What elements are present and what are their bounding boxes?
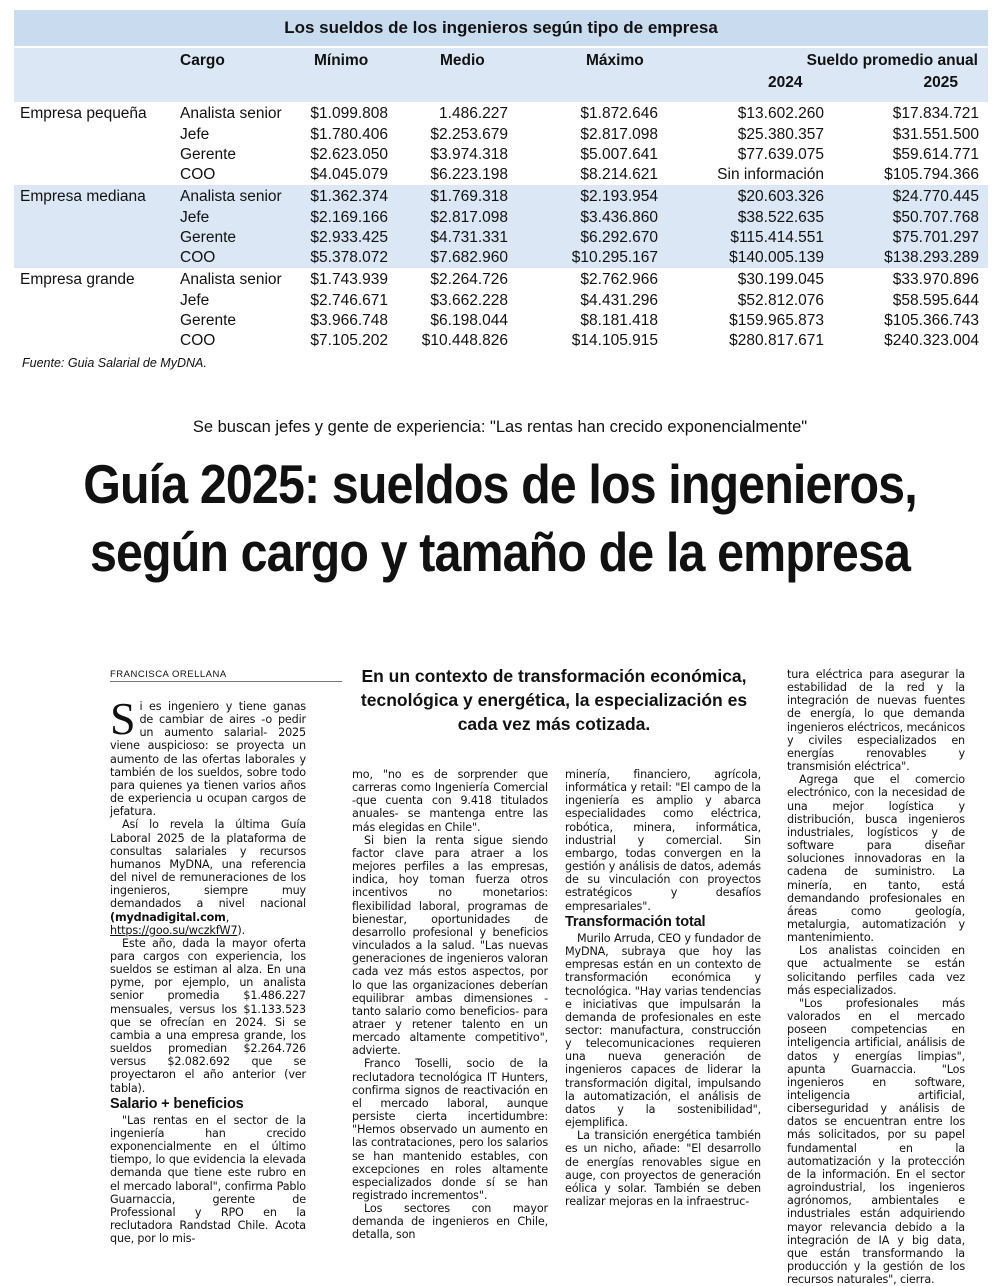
cell-2024: $115.414.551	[730, 229, 824, 246]
cell-2024: $140.005.139	[729, 249, 824, 266]
header-cargo: Cargo	[180, 52, 225, 69]
cell-2024: $280.817.671	[729, 332, 824, 349]
table-row	[14, 330, 988, 351]
cell-2025: $17.834.721	[892, 105, 979, 122]
cell-2024: $77.639.075	[737, 146, 824, 163]
cell-2024: $25.380.357	[737, 126, 824, 143]
cell-min: $2.933.425	[310, 229, 388, 246]
article-column-2	[352, 768, 548, 1242]
cell-cargo: Gerente	[180, 229, 237, 246]
cell-max: $1.872.646	[580, 105, 658, 122]
cell-2025: $240.323.004	[884, 332, 979, 349]
cell-cargo: Gerente	[180, 146, 237, 163]
cell-2024: $52.812.076	[737, 292, 824, 309]
table-row	[14, 290, 988, 311]
group-grande	[14, 268, 988, 351]
group-name: Empresa mediana	[20, 188, 146, 205]
paragraph: "Los profesionales más valorados en el mercado poseen competencias en inteligencia artificial, análisis de datos y energías limpias", apunta Guarnaccia. "Los ingenieros en software, inteligencia artificial, ciberseguridad y análisis de datos se encuentran entre los más solicitados, por su papel fundamental en la automatización y la protección de la información. En el sector agroindustrial, los ingenieros agrónomos, ambientales e industriales están adquiriendo mayor relevancia debido a la integración de IA y big data, que están transformando la producción y la gestión de los recursos naturales", cierra.	[787, 996, 965, 1286]
cell-max: $8.214.621	[580, 166, 658, 183]
cell-max: $14.105.915	[571, 332, 658, 349]
cell-min: $1.362.374	[310, 188, 388, 205]
cell-2025: $33.970.896	[892, 271, 979, 288]
cell-cargo: Jefe	[180, 209, 210, 226]
cell-med: $7.682.960	[430, 249, 508, 266]
table-row	[14, 310, 988, 331]
cell-max: $3.436.860	[580, 209, 658, 226]
header-2025: 2025	[923, 74, 958, 91]
group-mediana	[14, 185, 988, 268]
article-column-1	[110, 693, 306, 1246]
cell-max: $6.292.670	[580, 229, 658, 246]
cell-cargo: COO	[180, 166, 216, 183]
table-row	[14, 207, 988, 228]
cell-med: $3.974.318	[430, 146, 508, 163]
cell-2025: $138.293.289	[884, 249, 979, 266]
paragraph: Este año, dada la mayor oferta para cargos con experiencia, los sueldos se estiman al alza. En una pyme, por ejemplo, un analista senior promedia $1.486.227 mensuales, versus los $1.133.523 que se ofrecían en 2024. Si se cambia a una empresa grande, los sueldos promedian $2.264.726 versus $2.082.692 que se proyectaron el año anterior (ver tabla).	[110, 936, 306, 1095]
cell-min: $1.743.939	[310, 271, 388, 288]
cell-med: $10.448.826	[421, 332, 508, 349]
paragraph: Los analistas coinciden en que actualmente se están solicitando perfiles cada vez más especializados.	[787, 944, 965, 997]
cell-min: $3.966.748	[310, 312, 388, 329]
cell-2025: $105.366.743	[884, 312, 979, 329]
cell-cargo: Analista senior	[180, 188, 282, 205]
cell-2025: $59.614.771	[892, 146, 979, 163]
cell-cargo: Jefe	[180, 292, 210, 309]
kicker: Se buscan jefes y gente de experiencia: "Las rentas han crecido exponencialmente"	[192, 418, 808, 436]
byline-divider	[110, 681, 342, 682]
subheading: Salario + beneficios	[110, 1095, 244, 1112]
cell-cargo: Analista senior	[180, 271, 282, 288]
source-link[interactable]: (mydnadigital.com	[110, 910, 226, 924]
cell-min: $1.780.406	[310, 126, 388, 143]
cell-2024: $20.603.326	[737, 188, 824, 205]
cell-2025: $105.794.366	[884, 166, 979, 183]
article-column-4	[787, 668, 965, 1286]
cell-max: $2.762.966	[580, 271, 658, 288]
cell-2025: $50.707.768	[892, 209, 979, 226]
cell-min: $2.623.050	[310, 146, 388, 163]
header-minimo: Mínimo	[314, 52, 369, 69]
paragraph: La transición energética también es un nicho, añade: "El desarrollo de energías renovables sigue en auge, con proyectos de generación eólica y solar. También se deben realizar mejoras en la infraestruc-	[565, 1129, 761, 1208]
cell-med: $6.198.044	[430, 312, 508, 329]
table-row	[14, 227, 988, 248]
cell-med: $3.662.228	[430, 292, 508, 309]
paragraph: Murilo Arruda, CEO y fundador de MyDNA, subraya que hoy las empresas están en un contexto de transformación económica y tecnológica. "Hay varias tendencias e iniciativas que impulsarán la demanda de profesionales en este sector: manufactura, construcción y telecomunicaciones requieren una nueva generación de ingenieros capaces de liderar la transformación digital, impulsando la automatización, el análisis de datos y la sostenibilidad", ejemplifica.	[565, 931, 761, 1130]
cell-cargo: COO	[180, 249, 216, 266]
cell-2024: $30.199.045	[737, 271, 824, 288]
cell-med: $2.817.098	[430, 209, 508, 226]
paragraph: Si es ingeniero y tiene ganas de cambiar de aires -o pedir un aumento salarial- 2025 viene auspicioso: se proyecta un aumento de las ofertas laborales y también de los sueldos, sobre todo para quienes ya tienen varios años de experiencia u ocupan cargos de jefatura.	[110, 693, 306, 819]
deck: En un contexto de transformación económica, tecnológica y energética, la especialización es cada vez más cotizada.	[360, 666, 748, 734]
cell-cargo: Gerente	[180, 312, 237, 329]
cell-max: $4.431.296	[580, 292, 658, 309]
cell-2025: $24.770.445	[892, 188, 979, 205]
cell-min: $5.378.072	[310, 249, 388, 266]
cell-2025: $31.551.500	[892, 126, 979, 143]
cell-min: $4.045.079	[310, 166, 388, 183]
article-column-3	[565, 768, 761, 1208]
cell-med: 1.486.227	[439, 105, 508, 122]
header-2024: 2024	[768, 74, 803, 91]
group-name: Empresa grande	[20, 271, 135, 288]
cell-2024: $38.522.635	[737, 209, 824, 226]
cell-max: $8.181.418	[580, 312, 658, 329]
table-row	[14, 186, 988, 207]
cell-2024: $13.602.260	[737, 105, 824, 122]
cell-max: $10.295.167	[571, 249, 658, 266]
paragraph: Si bien la renta sigue siendo factor clave para atraer a los mejores perfiles a las empresas, indica, hoy toman fuerza otros incentivos no monetarios: flexibilidad laboral, programas de bienestar, oportunidades de desarrollo profesional y beneficios vinculados a la salud. "Las nuevas generaciones de ingenieros valoran cada vez más estos aspectos, por lo que las organizaciones deberían equilibrar ambas dimensiones -tanto salario como beneficios- para atraer y retener talento en un mercado altamente competitivo", advierte.	[352, 833, 548, 1058]
table-row	[14, 144, 988, 165]
table-header	[14, 46, 988, 102]
cell-min: $7.105.202	[310, 332, 388, 349]
cell-med: $4.731.331	[430, 229, 508, 246]
group-pequena	[14, 102, 988, 185]
table-row	[14, 124, 988, 145]
paragraph: "Las rentas en el sector de la ingeniería han crecido exponencialmente en el último tiempo, lo que evidencia la elevada demanda que tiene este rubro en el mercado laboral", confirma Pablo Guarnaccia, gerente de Professional y RPO en la reclutadora Randstad Chile. Acota que, por lo mis-	[110, 1113, 306, 1246]
header-promedio: Sueldo promedio anual	[806, 52, 978, 69]
cell-max: $2.193.954	[580, 188, 658, 205]
cell-max: $5.007.641	[580, 146, 658, 163]
cell-max: $2.817.098	[580, 126, 658, 143]
drop-cap: S	[110, 693, 136, 744]
paragraph: Así lo revela la última Guía Laboral 2025 de la plataforma de consultas salariales y recursos humanos MyDNA, una referencia del nivel de remuneraciones de los ingenieros, siempre muy demandados a nivel nacional (mydnadigital.com, https://goo.su/wczkfW7).	[110, 818, 306, 937]
headline: Guía 2025: sueldos de los ingenieros, según cargo y tamaño de la empresa	[83, 453, 917, 583]
paragraph: tura eléctrica para asegurar la estabilidad de la red y la integración de nuevas fuentes de energía, lo que demanda ingenieros eléctricos, mecánicos y civiles especializados en energías renovables y transmisión eléctrica".	[787, 668, 965, 774]
paragraph: mo, "no es de sorprender que carreras como Ingeniería Comercial -que cuenta con 9.418 titulados anuales- se mantenga entre las más elegidas en Chile".	[352, 768, 548, 834]
table-row	[14, 247, 988, 268]
table-row	[14, 269, 988, 290]
cell-med: $6.223.198	[430, 166, 508, 183]
cell-2024: $159.965.873	[729, 312, 824, 329]
header-medio: Medio	[440, 52, 485, 69]
subheading: Transformación total	[565, 913, 706, 930]
cell-cargo: Analista senior	[180, 105, 282, 122]
cell-2025: $58.595.644	[892, 292, 979, 309]
header-maximo: Máximo	[586, 52, 644, 69]
cell-2024: Sin información	[717, 166, 824, 183]
cell-min: $1.099.808	[310, 105, 388, 122]
cell-min: $2.169.166	[310, 209, 388, 226]
cell-min: $2.746.671	[310, 292, 388, 309]
paragraph: Los sectores con mayor demanda de ingenieros en Chile, detalla, son	[352, 1202, 548, 1242]
cell-cargo: Jefe	[180, 126, 210, 143]
table-row	[14, 164, 988, 185]
byline: FRANCISCA ORELLANA	[110, 669, 227, 680]
table-title: Los sueldos de los ingenieros según tipo de empresa	[14, 10, 988, 46]
source-link[interactable]: https://goo.su/wczkfW7	[110, 923, 238, 937]
group-name: Empresa pequeña	[20, 105, 147, 122]
cell-med: $2.253.679	[430, 126, 508, 143]
table-row	[14, 103, 988, 124]
paragraph: Agrega que el comercio electrónico, con la necesidad de una mejor logística y distribución, busca ingenieros industriales, logísticos y de software para diseñar soluciones innovadoras en la cadena de suministro. La minería, en tanto, está demandando profesionales en áreas como geología, metalurgia, automatización y mantenimiento.	[787, 773, 965, 945]
table-source: Fuente: Guia Salarial de MyDNA.	[22, 356, 207, 370]
paragraph: minería, financiero, agrícola, informática y retail: "El campo de la ingeniería es amplio y abarca especialidades como eléctrica, robótica, minera, informática, industrial y comercial. Sin embargo, todas convergen en la gestión y análisis de datos, además de su vinculación con proyectos estratégicos y desafíos empresariales".	[565, 768, 761, 913]
paragraph: Franco Toselli, socio de la reclutadora tecnológica IT Hunters, confirma signos de reactivación en el mercado laboral, aunque persiste cierta incertidumbre: "Hemos observado un aumento en las contrataciones, pero los salarios se han mantenido estables, con excepciones en roles altamente especializados donde sí se han registrado incrementos".	[352, 1057, 548, 1202]
cell-cargo: COO	[180, 332, 216, 349]
cell-med: $2.264.726	[430, 271, 508, 288]
cell-2025: $75.701.297	[892, 229, 979, 246]
cell-med: $1.769.318	[430, 188, 508, 205]
salary-table	[14, 10, 988, 351]
